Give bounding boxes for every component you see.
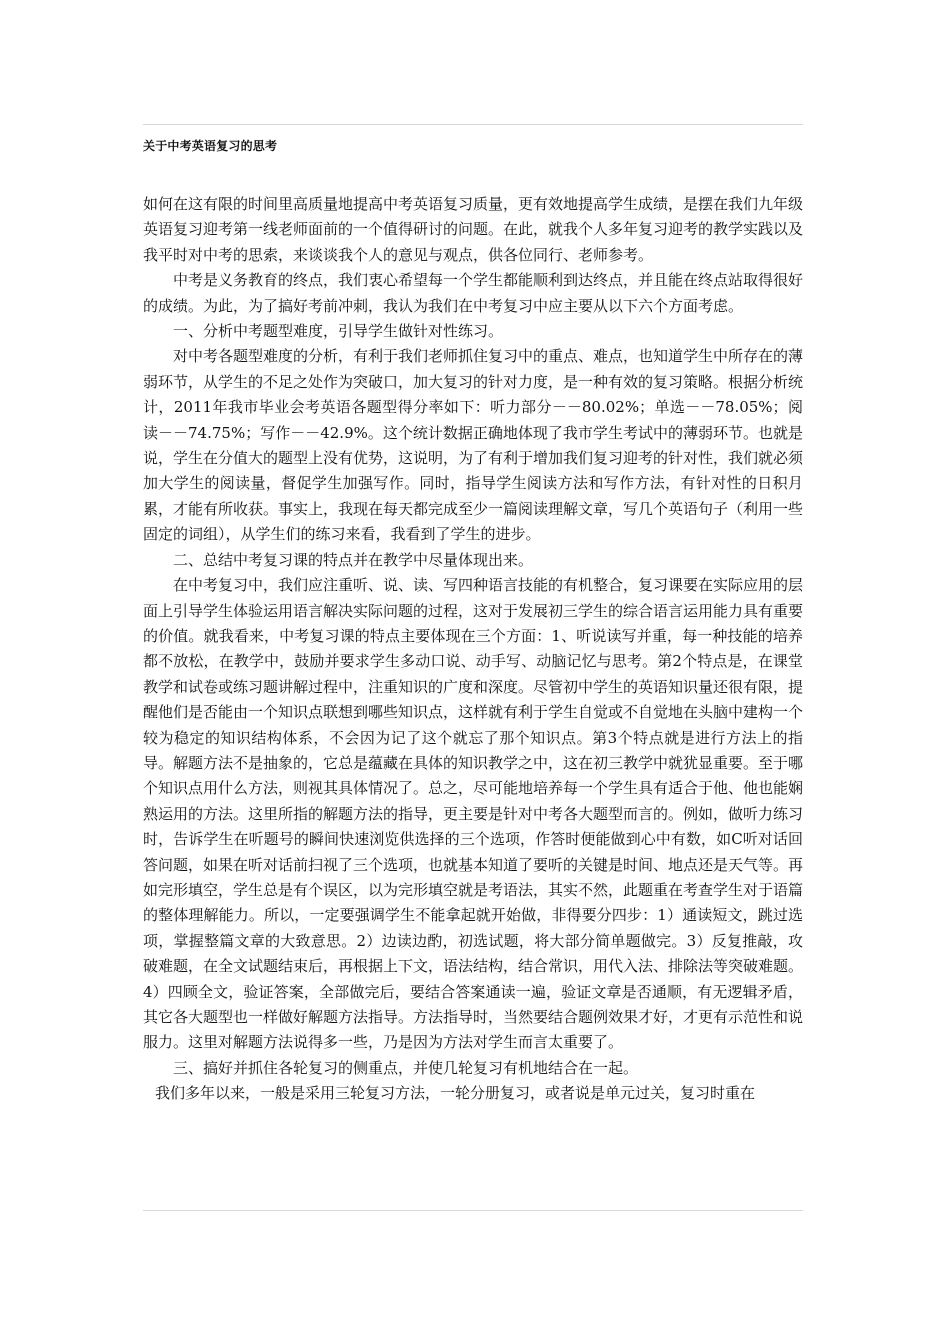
document-title: 关于中考英语复习的思考 xyxy=(143,139,278,153)
bottom-divider xyxy=(143,1210,803,1211)
paragraph-section-2: 在中考复习中，我们应注重听、说、读、写四种语言技能的有机整合，复习课要在实际应用的层面上引导学生体验运用语言解决实际问题的过程，这对于发展初三学生的综合语言运用能力具有重要的价值。就我看来，中考复习课的特点主要体现在三个方面：1、听说读写并重，每一种技能的培养都不放松，在教学中，鼓励并要求学生多动口说、动手写、动脑记忆与思考。第2个特点是，在课堂教学和试卷或练习题讲解过程中，注重知识的广度和深度。尽管初中学生的英语知识量还很有限，提醒他们是否能由一个知识点联想到哪些知识点，这样就有利于学生自觉或不自觉地在头脑中建构一个较为稳定的知识结构体系，不会因为记了这个就忘了那个知识点。第3个特点就是进行方法上的指导。解题方法不是抽象的，它总是蕴藏在具体的知识教学之中，这在初三教学中就犹显重要。至于哪个知识点用什么方法，则视其具体情况了。总之，尽可能地培养每一个学生具有适合于他、他也能娴熟运用的方法。这里所指的解题方法的指导，更主要是针对中考各大题型而言的。例如，做听力练习时，告诉学生在听题号的瞬间快速浏览供选择的三个选项，作答时便能做到心中有数，如C听对话回答问题，如果在听对话前扫视了三个选项，也就基本知道了要听的关键是时间、地点还是天气等。再如完形填空，学生总是有个误区，以为完形填空就是考语法，其实不然，此题重在考查学生对于语篇的整体理解能力。所以，一定要强调学生不能拿起就开始做，非得要分四步：1）通读短文，跳过选项，掌握整篇文章的大致意思。2）边读边酌，初选试题，将大部分简单题做完。3）反复推敲，攻破难题，在全文试题结束后，再根据上下文，语法结构，结合常识，用代入法、排除法等突破难题。4）四顾全文，验证答案，全部做完后，要结合答案通读一遍，验证文章是否通顺，有无逻辑矛盾，其它各大题型也一样做好解题方法指导。方法指导时，当然要结合题例效果才好，才更有示范性和说服力。这里对解题方法说得多一些，乃是因为方法对学生而言太重要了。 xyxy=(143,576,804,1052)
section-heading-2: 二、总结中考复习课的特点并在教学中尽量体现出来。 xyxy=(173,550,534,569)
paragraph-intro: 如何在这有限的时间里高质量地提高中考英语复习质量，更有效地提高学生成绩，是摆在我们九年级英语复习迎考第一线老师面前的一个值得研讨的问题。在此，就我个人多年复习迎考的教学实践以及我平时对中考的思索，来谈谈我个人的意见与观点，供各位同行、老师参考。 xyxy=(143,195,804,264)
section-heading-1: 一、分析中考题型难度，引导学生做针对性练习。 xyxy=(173,322,504,341)
document-body xyxy=(143,192,803,1107)
paragraph-section-1: 对中考各题型难度的分析，有利于我们老师抓住复习中的重点、难点，也知道学生中所存在的薄弱环节，从学生的不足之处作为突破口，加大复习的针对力度，是一种有效的复习策略。根据分析统计，2011年我市毕业会考英语各题型得分率如下：听力部分－－80.02%；单选－－78.05%；阅读－－74.75%；写作－－42.9%。这个统计数据正确地体现了我市学生考试中的薄弱环节。也就是说，学生在分值大的题型上没有优势，这说明，为了有利于增加我们复习迎考的针对性，我们就必须加大学生的阅读量，督促学生加强写作。同时，指导学生阅读方法和写作方法，有针对性的日积月累，才能有所收获。事实上，我现在每天都完成至少一篇阅读理解文章，写几个英语句子（利用一些固定的词组），从学生们的练习来看，我看到了学生的进步。 xyxy=(143,347,804,544)
top-divider xyxy=(143,124,803,125)
paragraph-overview: 中考是义务教育的终点，我们衷心希望每一个学生都能顺利到达终点，并且能在终点站取得很好的成绩。为此，为了搞好考前冲刺，我认为我们在中考复习中应主要从以下六个方面考虑。 xyxy=(143,271,804,315)
paragraph-section-3: 我们多年以来，一般是采用三轮复习方法，一轮分册复习，或者说是单元过关，复习时重在 xyxy=(155,1084,756,1103)
section-heading-3: 三、搞好并抓住各轮复习的侧重点，并使几轮复习有机地结合在一起。 xyxy=(173,1058,639,1077)
document-page xyxy=(143,124,803,1107)
